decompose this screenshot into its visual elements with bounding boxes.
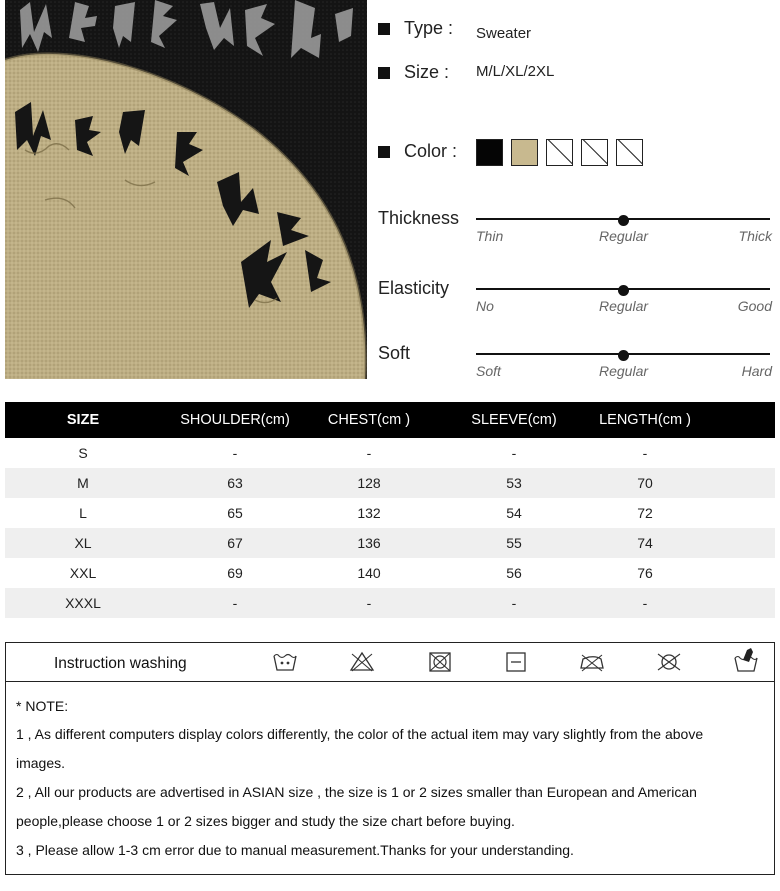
- washing-label: Instruction washing: [54, 655, 187, 672]
- hand-wash-icon: [272, 650, 298, 674]
- table-cell: XL: [74, 535, 92, 551]
- scale-high-label: Thick: [738, 228, 772, 244]
- table-cell: -: [511, 595, 517, 611]
- note-line: 1 , As different computers display colors differently, the color of the actual item may vary slightly from the above: [16, 726, 704, 742]
- table-cell: 76: [637, 565, 653, 581]
- table-cell: -: [511, 445, 517, 461]
- spec-type: [378, 18, 532, 42]
- table-header-cell: CHEST(cm ): [327, 412, 411, 428]
- table-cell: XXXL: [65, 595, 101, 611]
- scale-mid-label: Regular: [599, 363, 649, 379]
- dry-flat-icon: [503, 650, 529, 674]
- table-cell: 54: [506, 505, 522, 521]
- table-cell: L: [79, 505, 87, 521]
- no-tumble-dry-icon: [427, 650, 453, 674]
- washing-instructions-bar: [5, 642, 775, 682]
- color-swatch-unavailable[interactable]: [581, 139, 608, 166]
- table-cell: 136: [357, 535, 381, 551]
- table-cell: -: [232, 595, 238, 611]
- scale-low-label: Soft: [476, 363, 501, 379]
- scale-level-marker: [618, 350, 629, 361]
- scale-name: Elasticity: [378, 278, 450, 298]
- table-header-cell: LENGTH(cm ): [599, 412, 691, 428]
- scale-name: Soft: [378, 343, 411, 363]
- scale-name: Thickness: [378, 208, 460, 228]
- table-cell: 70: [637, 475, 653, 491]
- notes-panel: [5, 682, 775, 875]
- product-photo: [5, 0, 367, 379]
- scale-high-label: Hard: [741, 363, 772, 379]
- table-cell: 63: [227, 475, 243, 491]
- note-line: 3 , Please allow 1-3 cm error due to manual measurement.Thanks for your understanding.: [16, 842, 574, 858]
- table-header-row: [5, 402, 775, 438]
- spec-size: [378, 62, 555, 83]
- size-value: M/L/XL/2XL: [476, 63, 555, 80]
- scale-level-marker: [618, 215, 629, 226]
- bullet-square-icon: [378, 146, 390, 158]
- note-line: images.: [16, 755, 66, 771]
- scale-level-marker: [618, 285, 629, 296]
- color-swatches: [476, 139, 643, 166]
- table-row: [5, 558, 775, 588]
- type-value: Sweater: [476, 25, 532, 42]
- table-row: [5, 588, 775, 618]
- no-dry-clean-icon: [656, 650, 682, 674]
- color-swatch-unavailable[interactable]: [546, 139, 573, 166]
- color-swatch[interactable]: [476, 139, 503, 166]
- table-row: [5, 528, 775, 558]
- note-line: 2 , All our products are advertised in ASIAN size , the size is 1 or 2 sizes smaller than European and American: [16, 784, 697, 800]
- table-cell: 128: [357, 475, 381, 491]
- table-cell: 56: [506, 565, 522, 581]
- table-cell: S: [78, 445, 88, 461]
- table-header-cell: SLEEVE(cm): [471, 412, 557, 428]
- color-swatch-unavailable[interactable]: [616, 139, 643, 166]
- table-cell: 53: [506, 475, 522, 491]
- table-cell: 69: [227, 565, 243, 581]
- table-cell: -: [642, 445, 648, 461]
- table-cell: 72: [637, 505, 653, 521]
- scale-low-label: Thin: [476, 228, 504, 244]
- type-label: Type :: [404, 18, 454, 38]
- color-label: Color :: [404, 141, 458, 161]
- table-cell: 132: [357, 505, 381, 521]
- table-cell: 140: [357, 565, 381, 581]
- bullet-square-icon: [378, 23, 390, 35]
- note-line: people,please choose 1 or 2 sizes bigger and study the size chart before buying.: [16, 813, 515, 829]
- scale-mid-label: Regular: [599, 228, 649, 244]
- table-cell: 65: [227, 505, 243, 521]
- bullet-square-icon: [378, 67, 390, 79]
- size-chart-table: [5, 402, 775, 618]
- table-row: [5, 468, 775, 498]
- table-cell: M: [77, 475, 89, 491]
- size-label: Size :: [404, 62, 450, 82]
- note-title: * NOTE:: [16, 698, 69, 714]
- no-bleach-icon: [349, 650, 375, 674]
- table-cell: -: [366, 595, 372, 611]
- spec-color: [378, 141, 457, 162]
- table-cell: XXL: [69, 565, 97, 581]
- table-row: [5, 438, 775, 468]
- table-header-cell: SHOULDER(cm): [180, 412, 290, 428]
- table-cell: 55: [506, 535, 522, 551]
- table-cell: -: [232, 445, 238, 461]
- color-swatch[interactable]: [511, 139, 538, 166]
- table-cell: 74: [637, 535, 653, 551]
- table-row: [5, 498, 775, 528]
- table-cell: -: [642, 595, 648, 611]
- hand-wash-only-icon: [733, 646, 759, 670]
- table-cell: 67: [227, 535, 243, 551]
- iron-low-icon: [579, 650, 605, 674]
- scale-low-label: No: [476, 298, 494, 314]
- table-header-cell: SIZE: [66, 412, 100, 428]
- scale-high-label: Good: [737, 298, 772, 314]
- scale-mid-label: Regular: [599, 298, 649, 314]
- table-cell: -: [366, 445, 372, 461]
